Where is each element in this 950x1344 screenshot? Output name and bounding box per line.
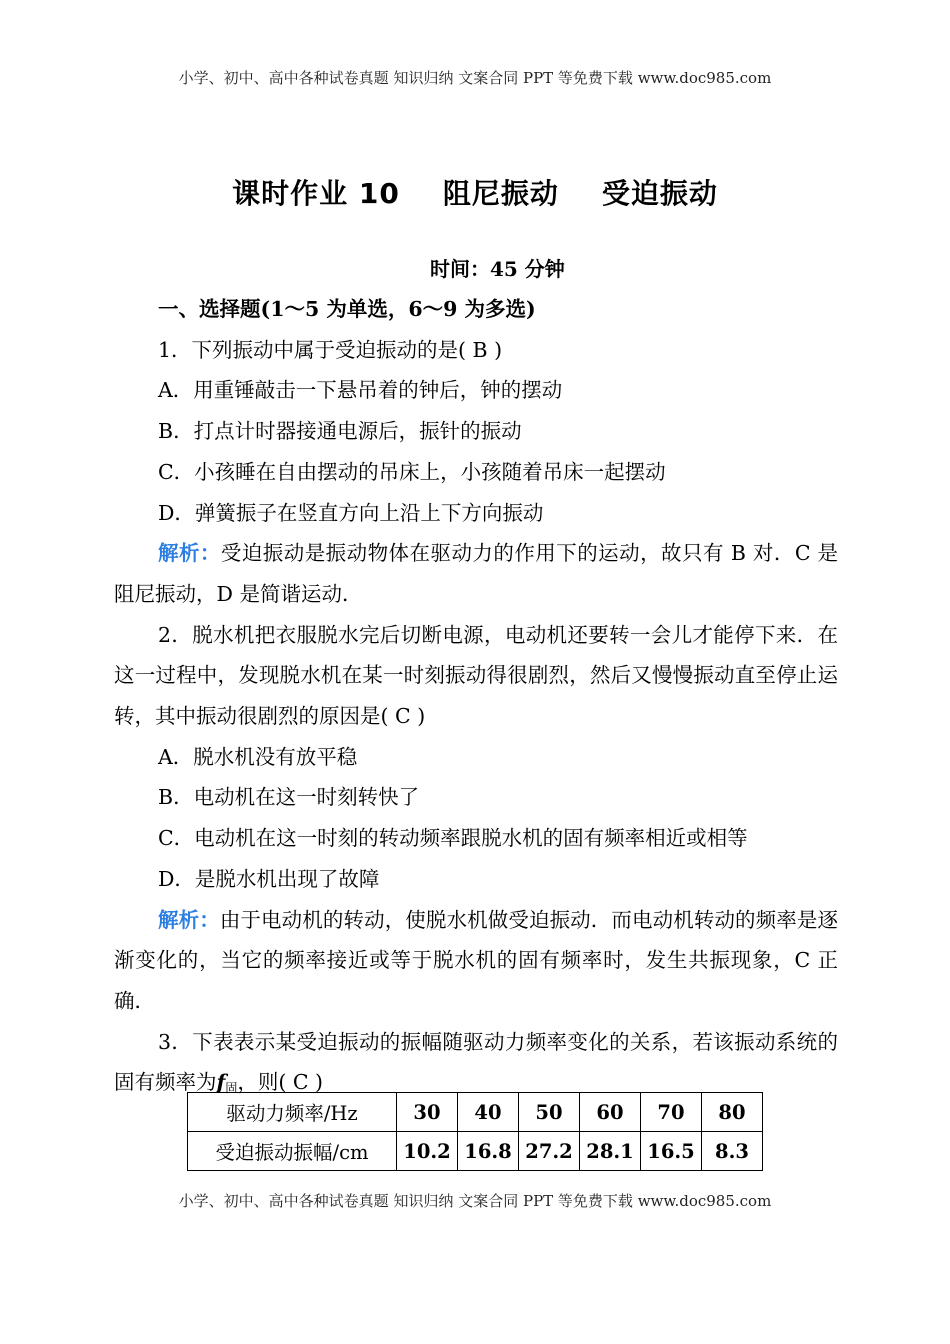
analysis-text: 受迫振动是振动物体在驱动力的作用下的运动，故只有 B 对．C 是阻尼振动，D 是简谐运动． [114,541,838,606]
analysis-text: 由于电动机的转动，使脱水机做受迫振动．而电动机转动的频率是逐渐变化的，当它的频率接近或等于脱水机的固有频率时，发生共振现象，C 正确． [114,907,838,1013]
row-header: 驱动力频率/Hz [188,1093,397,1132]
footer-banner: 小学、初中、高中各种试卷真题 知识归纳 文案合同 PPT 等免费下载 www.doc985.com [178,1192,772,1210]
question-3-stem-answer: ，则( C ) [237,1070,324,1095]
question-2-analysis [114,900,838,1022]
question-2-option-b: B．电动机在这一时刻转快了 [158,785,420,810]
page-title: 课时作业 10 阻尼振动 受迫振动 [232,177,718,210]
question-2-option-a: A．脱水机没有放平稳 [158,744,358,769]
question-2-stem: 2．脱水机把衣服脱水完后切断电源，电动机还要转一会儿才能停下来．在这一过程中，发现脱水机在某一时刻振动得很剧烈，然后又慢慢振动直至停止运转，其中振动很剧烈的原因是( C ) [114,622,838,729]
time-limit: 时间：45 分钟 [430,257,565,281]
analysis-label: 解析： [158,541,221,566]
header-banner: 小学、初中、高中各种试卷真题 知识归纳 文案合同 PPT 等免费下载 www.doc985.com [178,69,772,87]
question-1-option-d: D．弹簧振子在竖直方向上沿上下方向振动 [158,500,544,525]
table-cell: 8.3 [702,1132,763,1171]
table-cell: 10.2 [397,1132,458,1171]
section-heading: 一、选择题(1～5 为单选，6～9 为多选) [158,297,536,321]
question-3-stem-text: 3．下表表示某受迫振动的振幅随驱动力频率变化的关系，若该振动系统的固有频率为 [114,1029,838,1095]
table-cell: 70 [641,1093,702,1132]
frequency-amplitude-table [187,1092,763,1171]
question-2-option-d: D．是脱水机出现了故障 [158,866,380,891]
question-1-option-c: C．小孩睡在自由摆动的吊床上，小孩随着吊床一起摆动 [158,459,666,484]
table-cell: 50 [519,1093,580,1132]
table-cell: 28.1 [580,1132,641,1171]
table-cell: 80 [702,1093,763,1132]
analysis-label: 解析： [158,907,220,932]
natural-frequency-symbol: f [216,1070,226,1095]
question-1-option-b: B．打点计时器接通电源后，振针的振动 [158,419,522,444]
table-cell: 40 [458,1093,519,1132]
table-cell: 60 [580,1093,641,1132]
question-1-option-a: A．用重锤敲击一下悬吊着的钟后，钟的摆动 [158,378,563,403]
row-header: 受迫振动振幅/cm [188,1132,397,1171]
question-1-analysis [114,533,838,614]
table-row [188,1093,763,1132]
question-2-option-c: C．电动机在这一时刻的转动频率跟脱水机的固有频率相近或相等 [158,826,748,851]
content-body [114,289,838,1109]
table-row [188,1132,763,1171]
table-cell: 30 [397,1093,458,1132]
table-cell: 16.8 [458,1132,519,1171]
question-1-stem: 1．下列振动中属于受迫振动的是( B ) [158,337,503,362]
table-cell: 16.5 [641,1132,702,1171]
natural-frequency-subscript: 固 [225,1081,238,1096]
table-cell: 27.2 [519,1132,580,1171]
